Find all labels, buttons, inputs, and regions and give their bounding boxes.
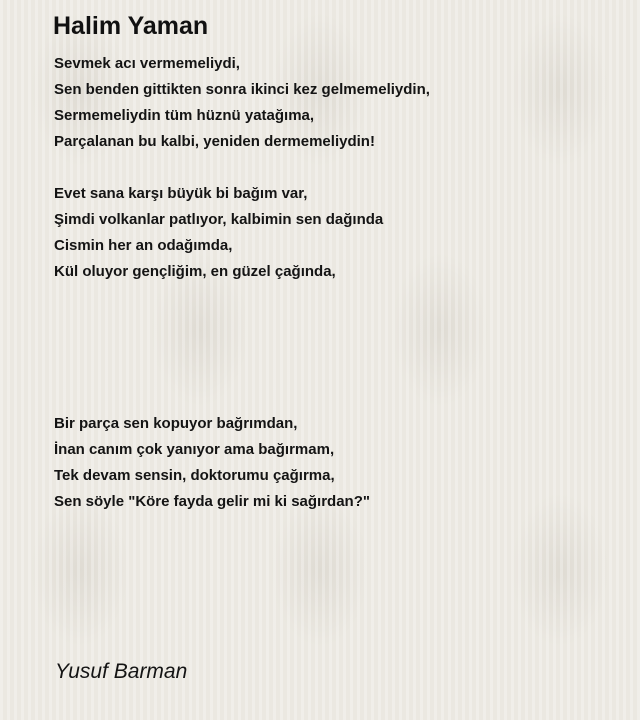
poem-line: Kül oluyor gençliğim, en güzel çağında, bbox=[54, 263, 336, 280]
poem-line: Tek devam sensin, doktorumu çağırma, bbox=[54, 467, 335, 484]
poem-line: Sevmek acı vermemeliydi, bbox=[54, 55, 240, 72]
poem-stanza-2 bbox=[54, 181, 383, 285]
poem-line: Evet sana karşı büyük bi bağım var, bbox=[54, 185, 308, 202]
poem-line: Bir parça sen kopuyor bağrımdan, bbox=[54, 415, 298, 432]
poem-author: Yusuf Barman bbox=[55, 660, 188, 683]
poem-line: Sermemeliydin tüm hüznü yatağıma, bbox=[54, 107, 315, 124]
poem-line: İnan canım çok yanıyor ama bağırmam, bbox=[54, 441, 335, 458]
poem-line: Cismin her an odağımda, bbox=[54, 237, 233, 254]
poem-title: Halim Yaman bbox=[53, 12, 209, 40]
poem-line: Sen benden gittikten sonra ikinci kez gelmemeliydin, bbox=[54, 81, 430, 98]
poem-stanza-3 bbox=[54, 411, 370, 515]
poem-line: Şimdi volkanlar patlıyor, kalbimin sen dağında bbox=[54, 211, 384, 228]
poem-line: Sen söyle "Köre fayda gelir mi ki sağırdan?" bbox=[54, 493, 370, 510]
poem-line: Parçalanan bu kalbi, yeniden dermemeliydin! bbox=[54, 133, 375, 150]
poem-stanza-1 bbox=[54, 51, 430, 155]
